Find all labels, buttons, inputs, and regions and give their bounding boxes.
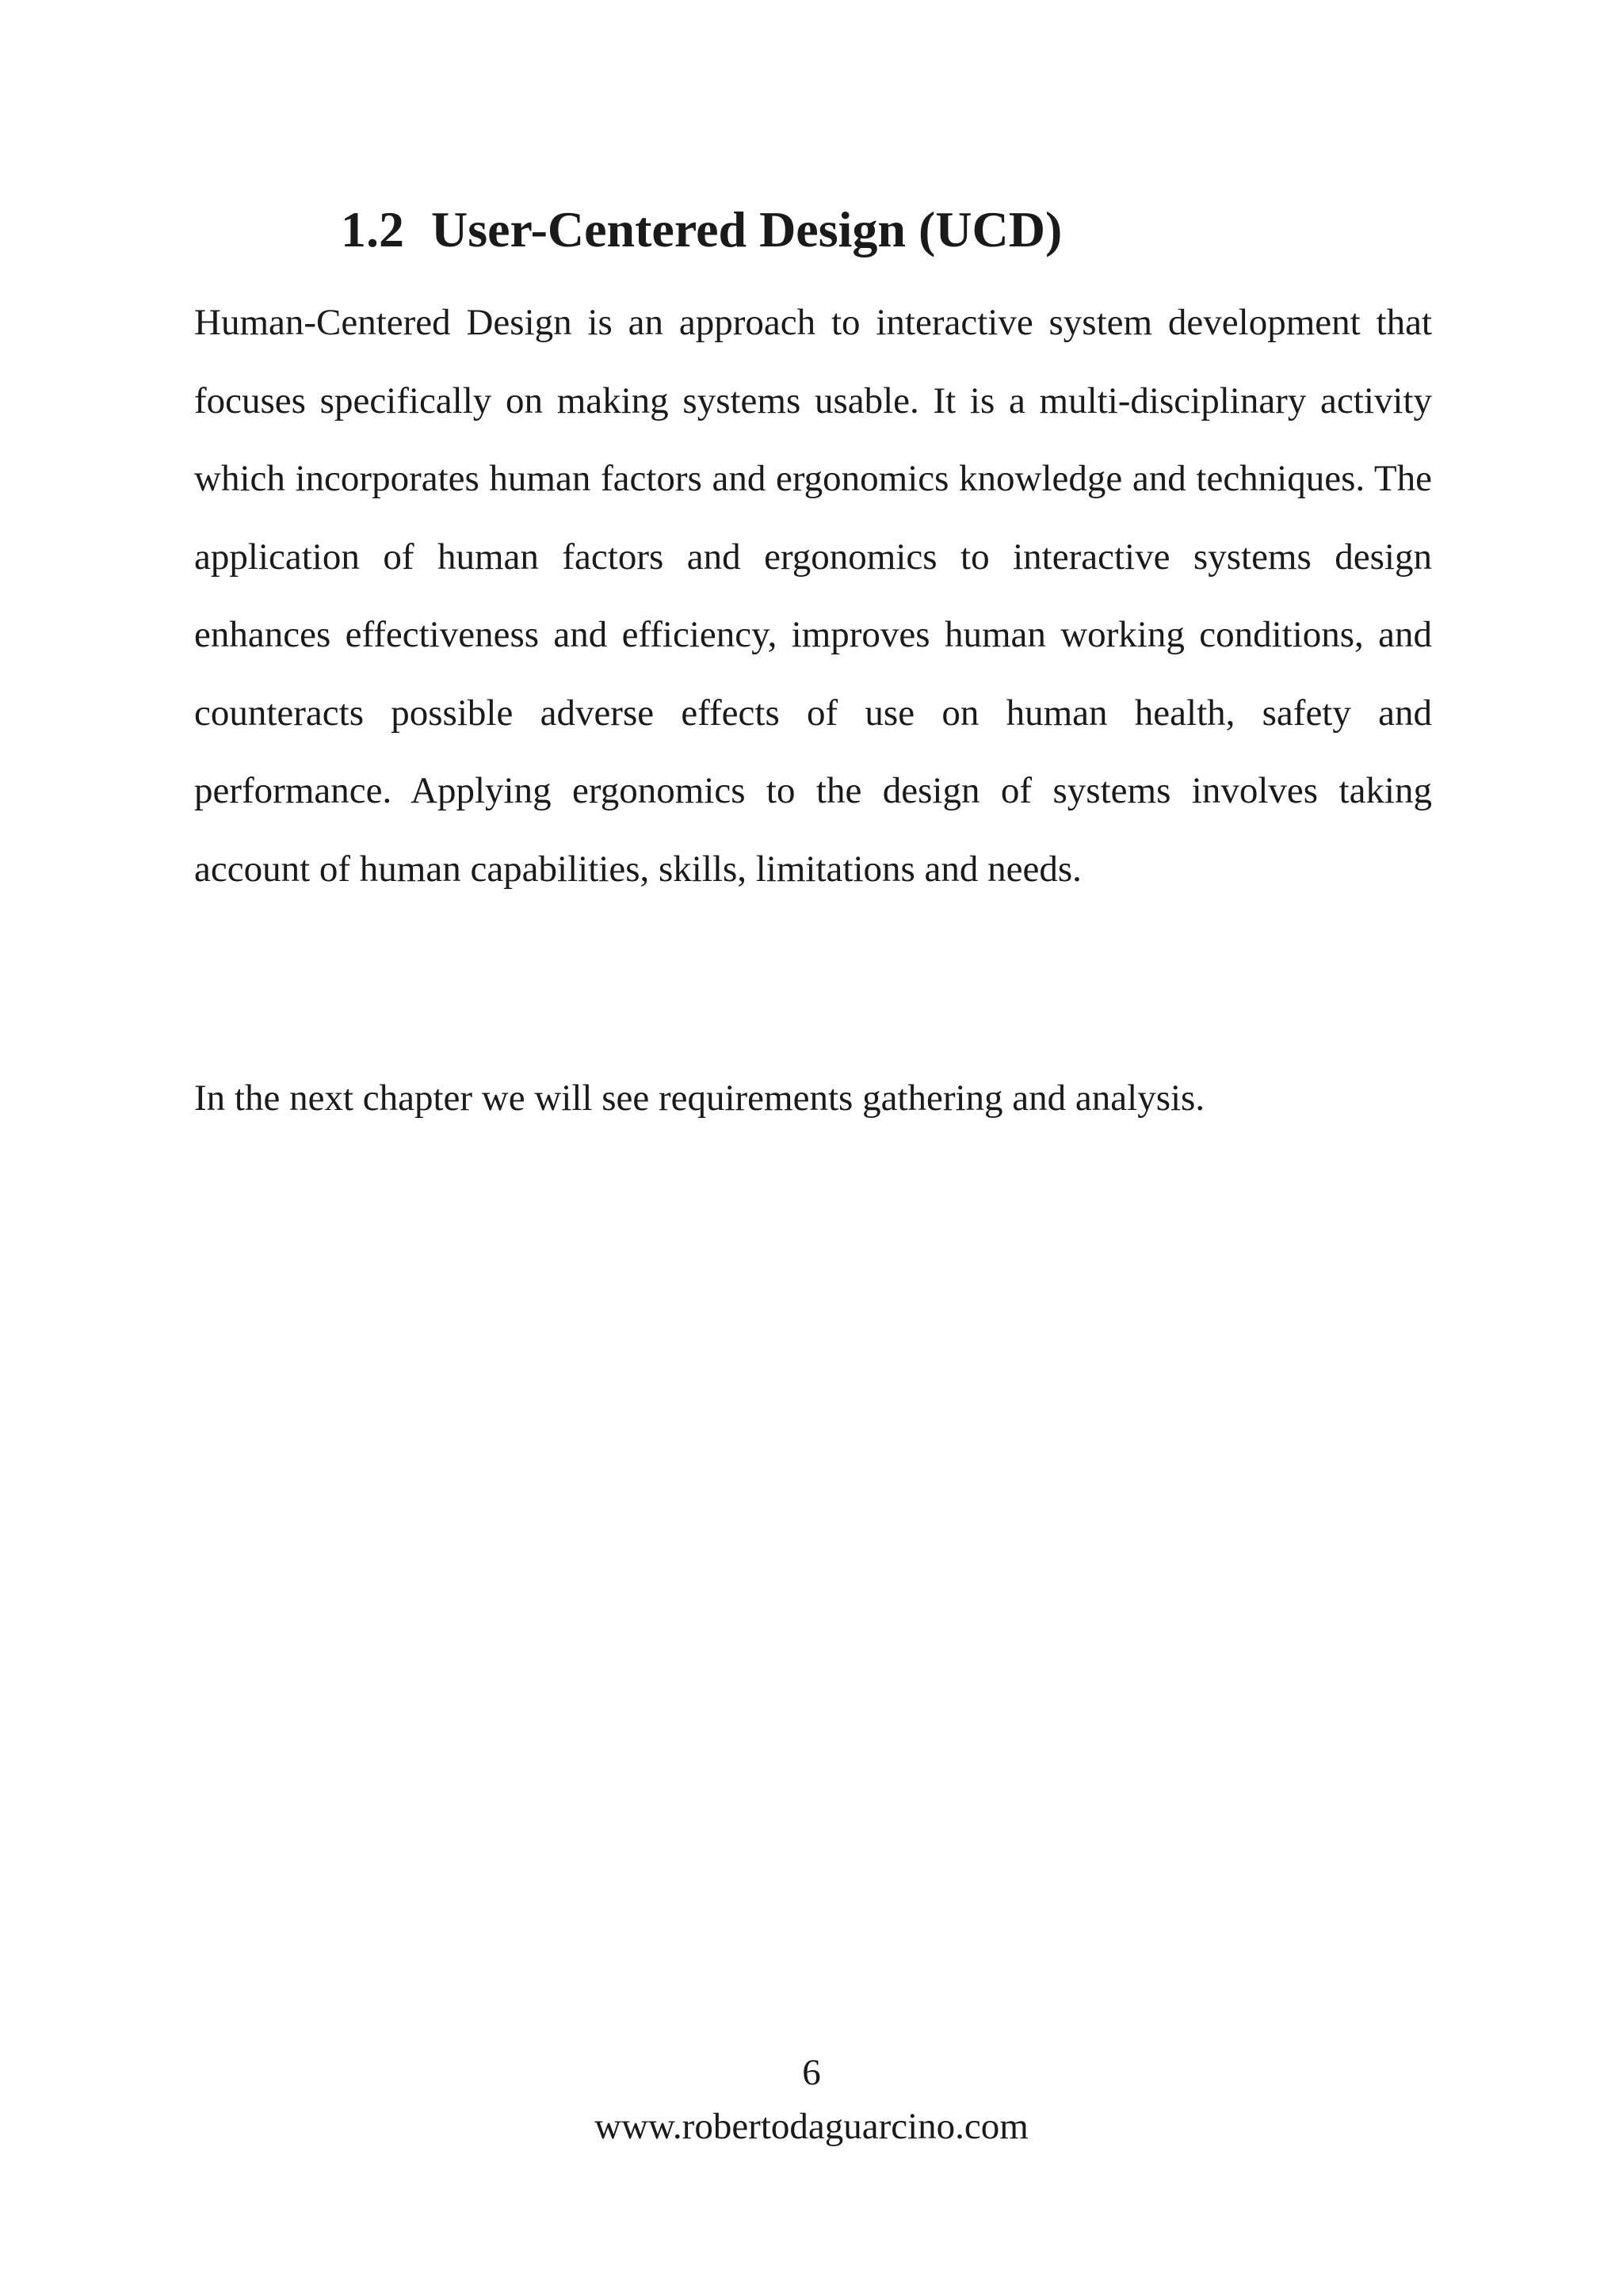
section-heading <box>341 198 1062 261</box>
section-number: 1.2 <box>341 201 404 257</box>
page-number: 6 <box>802 2052 821 2093</box>
footer-website: www.robertodaguarcino.com <box>594 2106 1029 2147</box>
body-paragraph: Human-Centered Design is an approach to interactive system development that focuses specifically on making systems usable. It is a multi-disciplinary activity which incorporates human factors and ergonomics knowledge and techniques. The application of human factors and ergonomics to interactive systems design enhances effectiveness and efficiency, improves human working conditions, and counteracts possible adverse effects of use on human health, safety and performance. Applying ergonomics to the design of systems involves taking account of human capabilities, skills, limitations and needs. <box>194 302 1432 890</box>
body-paragraph-closing: In the next chapter we will see requirements gathering and analysis. <box>194 1077 1205 1119</box>
section-title: User-Centered Design (UCD) <box>431 201 1063 257</box>
